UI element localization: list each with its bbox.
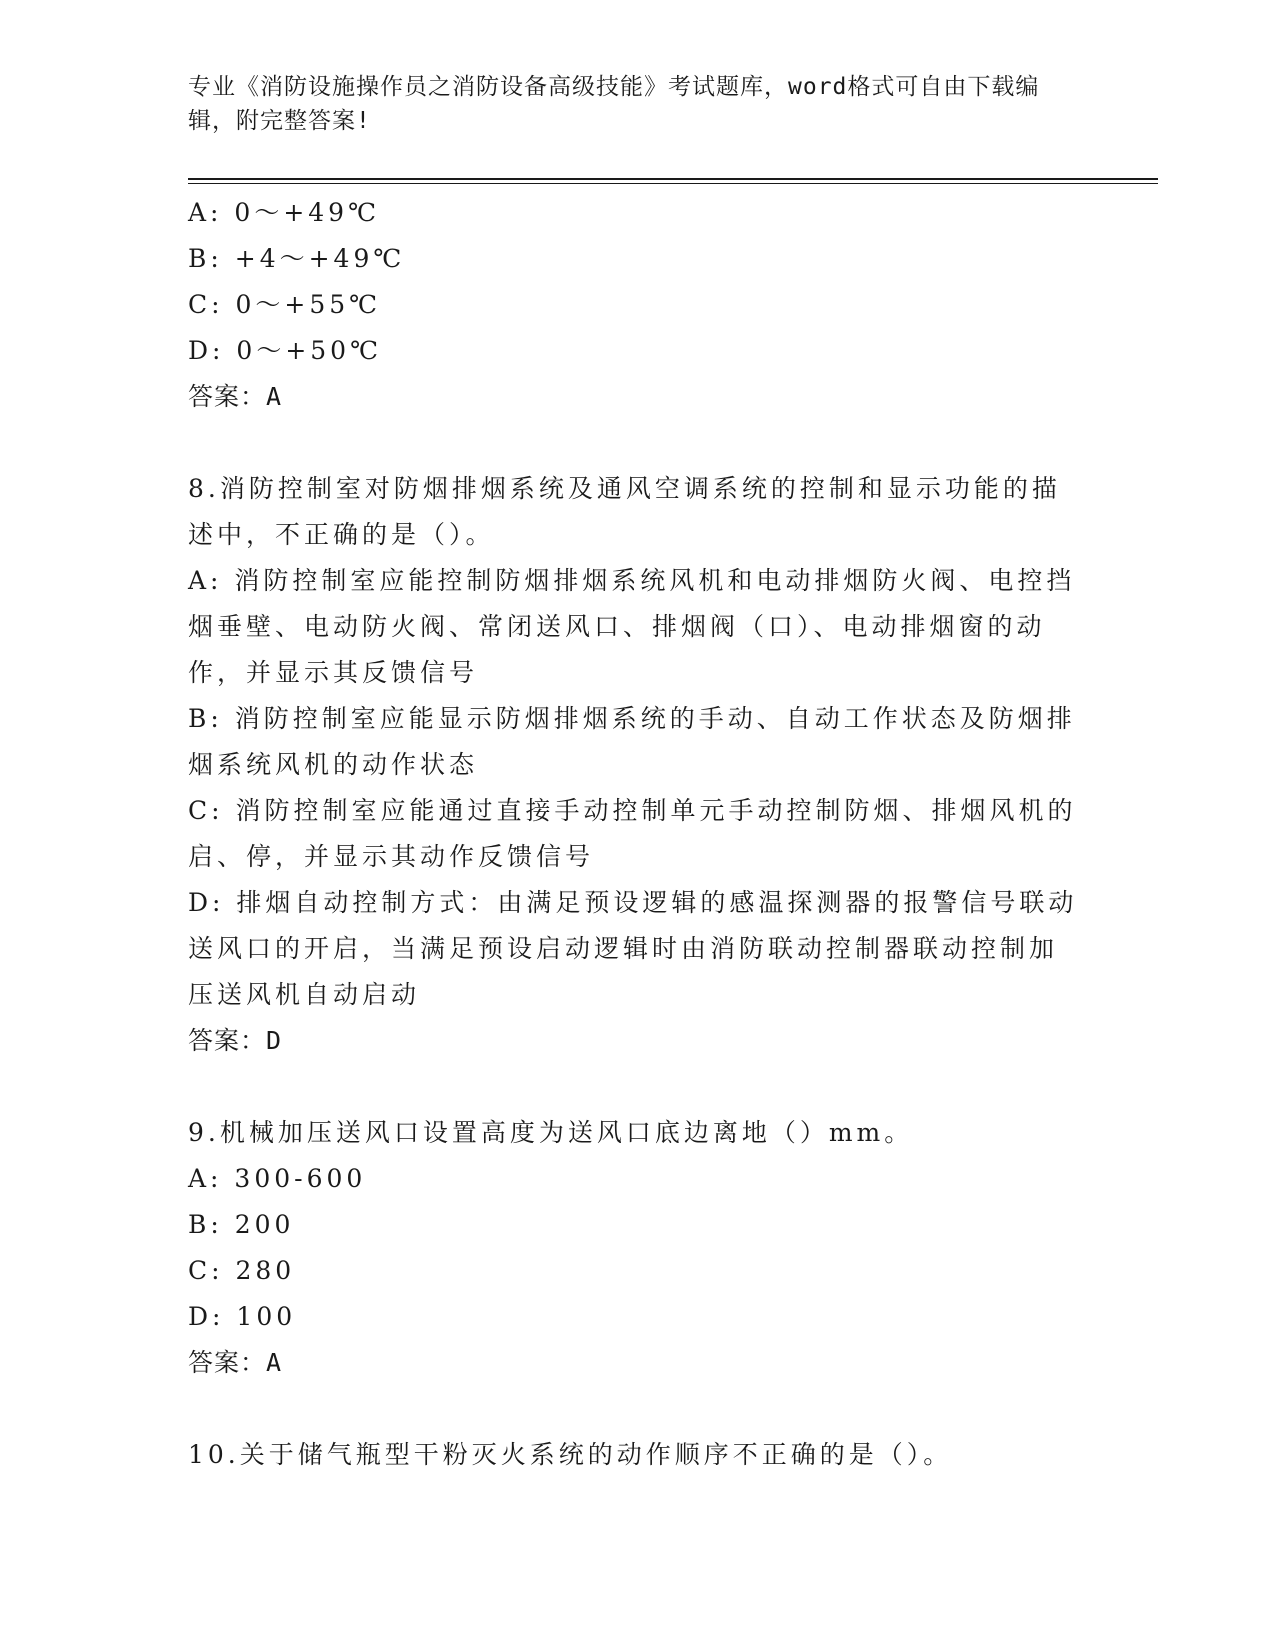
q8-stem-line-1: 8.消防控制室对防烟排烟系统及通风空调系统的控制和显示功能的描 [188,474,1061,503]
q8-stem-line-2: 述中，不正确的是（）。 [188,520,495,549]
q8-option-b-line-1: B: 消防控制室应能显示防烟排烟系统的手动、自动工作状态及防烟排 [188,704,1076,733]
q9-answer: 答案：A [188,1348,283,1377]
q7-option-b: B: +4～+49℃ [188,244,406,273]
q10-stem: 10.关于储气瓶型干粉灭火系统的动作顺序不正确的是（）。 [188,1440,953,1469]
header-line-1: 专业《消防设施操作员之消防设备高级技能》考试题库，word格式可自由下载编 [188,74,1040,100]
q8-option-d-line-2: 送风口的开启，当满足预设启动逻辑时由消防联动控制器联动控制加 [188,934,1059,963]
question-8-block [188,466,1088,1064]
q8-option-b-line-2: 烟系统风机的动作状态 [188,750,479,779]
q8-option-a-line-2: 烟垂壁、电动防火阀、常闭送风口、排烟阀（口）、电动排烟窗的动 [188,612,1046,641]
question-content [188,190,1088,1478]
document-header [188,70,1068,138]
spacer [188,1064,1088,1110]
q8-answer: 答案：D [188,1026,283,1055]
question-9-block [188,1110,1088,1386]
header-line-2: 辑，附完整答案! [188,108,371,134]
spacer [188,420,1088,466]
q8-option-d-line-3: 压送风机自动启动 [188,980,421,1009]
header-divider-thick [188,178,1158,180]
q8-option-c-line-2: 启、停，并显示其动作反馈信号 [188,842,595,871]
q7-option-c: C: 0～+55℃ [188,290,382,319]
q9-stem: 9.机械加压送风口设置高度为送风口底边离地（）mm。 [188,1118,914,1147]
q9-option-a: A: 300-600 [188,1164,367,1193]
q9-option-d: D: 100 [188,1302,297,1331]
q7-option-d: D: 0～+50℃ [188,336,383,365]
q8-option-a-line-1: A: 消防控制室应能控制防烟排烟系统风机和电动排烟防火阀、电控挡 [188,566,1076,595]
q8-option-c-line-1: C: 消防控制室应能通过直接手动控制单元手动控制防烟、排烟风机的 [188,796,1077,825]
q8-option-a-line-3: 作，并显示其反馈信号 [188,658,479,687]
q7-answer: 答案：A [188,382,283,411]
question-7-block [188,190,1088,420]
spacer [188,1386,1088,1432]
q9-option-c: C: 280 [188,1256,296,1285]
q7-option-a: A: 0～+49℃ [188,198,381,227]
question-10-block [188,1432,1088,1478]
header-divider-thin [188,183,1158,184]
q9-option-b: B: 200 [188,1210,295,1239]
q8-option-d-line-1: D: 排烟自动控制方式：由满足预设逻辑的感温探测器的报警信号联动 [188,888,1078,917]
